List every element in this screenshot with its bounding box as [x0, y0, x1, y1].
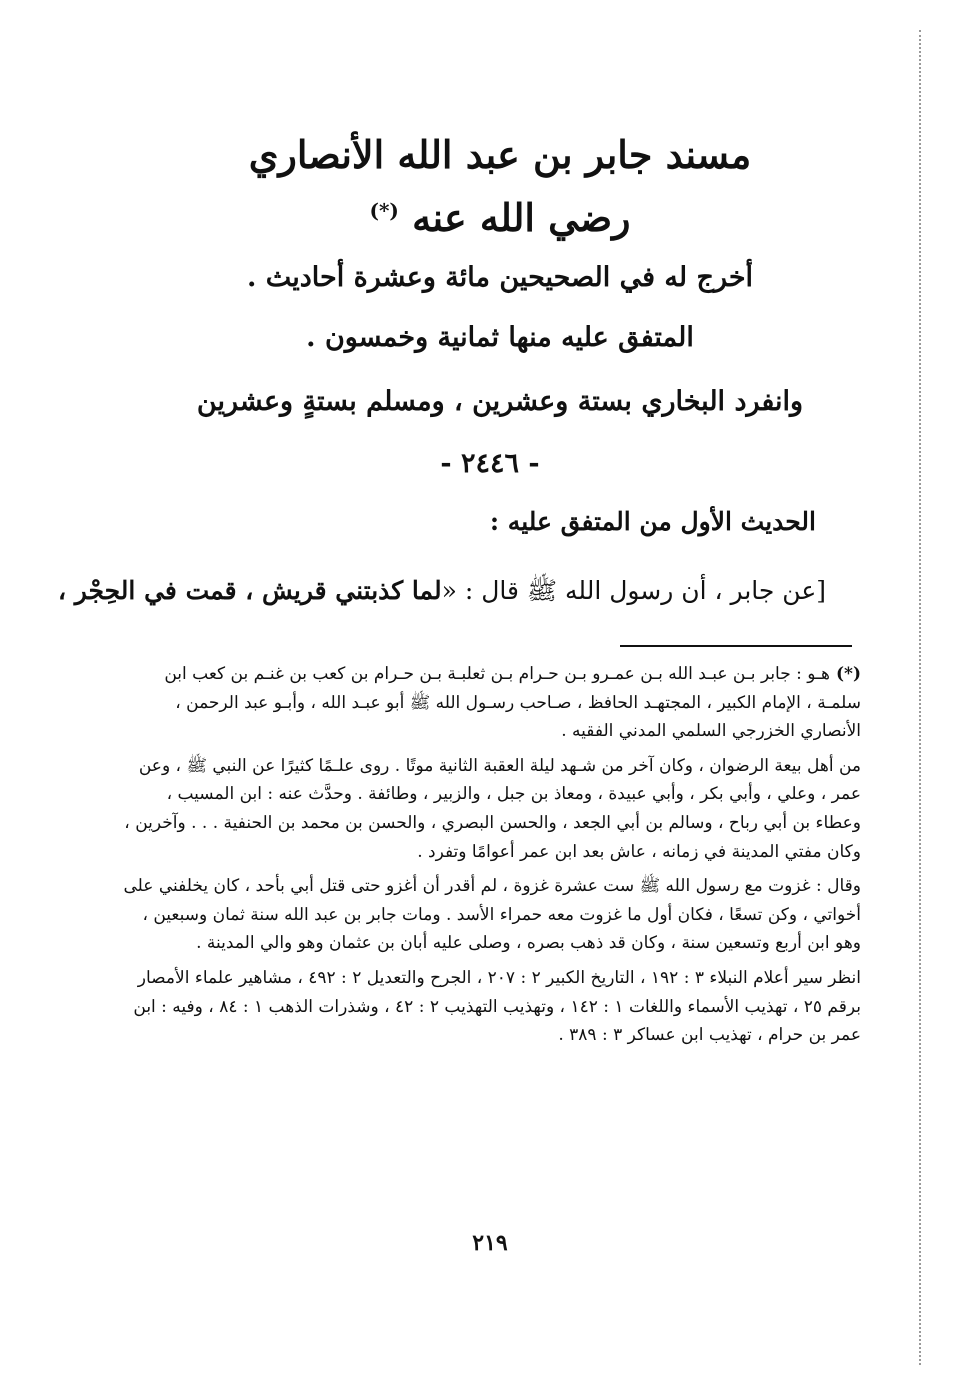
footnote-paragraph	[116, 660, 861, 746]
page-edge-dotted-line	[919, 30, 921, 1365]
hadith-number: - ٢٤٤٦ -	[440, 448, 540, 479]
subtitle-text: رضي الله عنه	[412, 195, 631, 240]
page-number: ٢١٩	[472, 1230, 508, 1256]
hadith-text	[57, 575, 826, 612]
hadith-count-agreed: المتفق عليه منها ثمانية وخمسون .	[306, 322, 694, 353]
hadith-count-total: أخرج له في الصحيحين مائة وعشرة أحاديث .	[246, 262, 754, 293]
hadith-intro: [عن جابر ، أن رسول الله ﷺ قال : «	[441, 576, 826, 605]
footnote-divider	[620, 645, 852, 647]
footnote-text: هـو : جابر بـن عبـد الله بـن عمـرو بـن حـرام بـن ثعلبـة بـن حـرام بن كعب بن غنـم بن كعب ابن سلمـة ، الإمام الكبير ، المجتهـد الحافظ ، صـاحب رسـول الله ﷺ أبو عبـد الله ، وأبـو عبد الرحمن ، الأنصاري الخزرجي السلمي المدني الفقيه .	[164, 664, 861, 742]
footnote-marker: (*)	[836, 664, 861, 684]
footnote-reference: (*)	[369, 198, 399, 223]
section-title: الحديث الأول من المتفق عليه :	[489, 507, 816, 536]
page-subtitle	[140, 195, 860, 241]
footnote-paragraph: انظر سير أعلام النبلاء ٣ : ١٩٢ ، التاريخ الكبير ٢ : ٢٠٧ ، الجرح والتعديل ٢ : ٤٩٢ ، مشاهير علماء الأمصار برقم ٢٥ ، تهذيب الأسماء واللغات ١ : ١٤٢ ، وتهذيب التهذيب ٢ : ٤٢ ، وشذرات الذهب ١ : ٨٤ ، وفيه : ابن عمر بن حرام ، تهذيب ابن عساكر ٣ : ٣٨٩ .	[133, 967, 861, 1046]
hadith-quote: لما كذبتني قريش ، قمت في الحِجْر ،	[57, 576, 442, 605]
page-title: مسند جابر بن عبد الله الأنصاري	[248, 132, 752, 177]
footnote-paragraph: من أهل بيعة الرضوان ، وكان آخر من شـهد ليلة العقبة الثانية موتًا . روى علـمًا كثيرًا عن النبي ﷺ ، وعن عمر ، وعلي ، وأبي بكر ، وأبي عبيدة ، ومعاذ بن جبل ، والزبير ، وطائفة . وحدَّث عنه : ابن المسيب ، وعطاء بن أبي رباح ، وسالم بن أبي الجعد ، والحسن البصري ، والحسن بن محمد بن الحنفية . . . وآخرين ، وكان مفتي المدينة في زمانه ، عاش بعد ابن عمر أعوامًا وتفرد .	[124, 755, 861, 862]
hadith-count-unique: وانفرد البخاري بستة وعشرين ، ومسلم بستةٍ وعشرين	[196, 386, 804, 417]
footnote-block	[116, 660, 861, 1056]
footnote-paragraph: وقال : غزوت مع رسول الله ﷺ ست عشرة غزوة ، لم أقدر أن أغزو حتى قتل أبي بأحد ، كان يخلفني على أخواتي ، وكن تسعًا ، فكان أول ما غزوت معه حمراء الأسد . ومات جابر بن عبد الله سنة ثمان وسبعين ، وهو ابن أربع وتسعين سنة ، وكان قد ذهب بصره ، وصلى عليه أبان بن عثمان وهو والي المدينة .	[123, 876, 861, 954]
